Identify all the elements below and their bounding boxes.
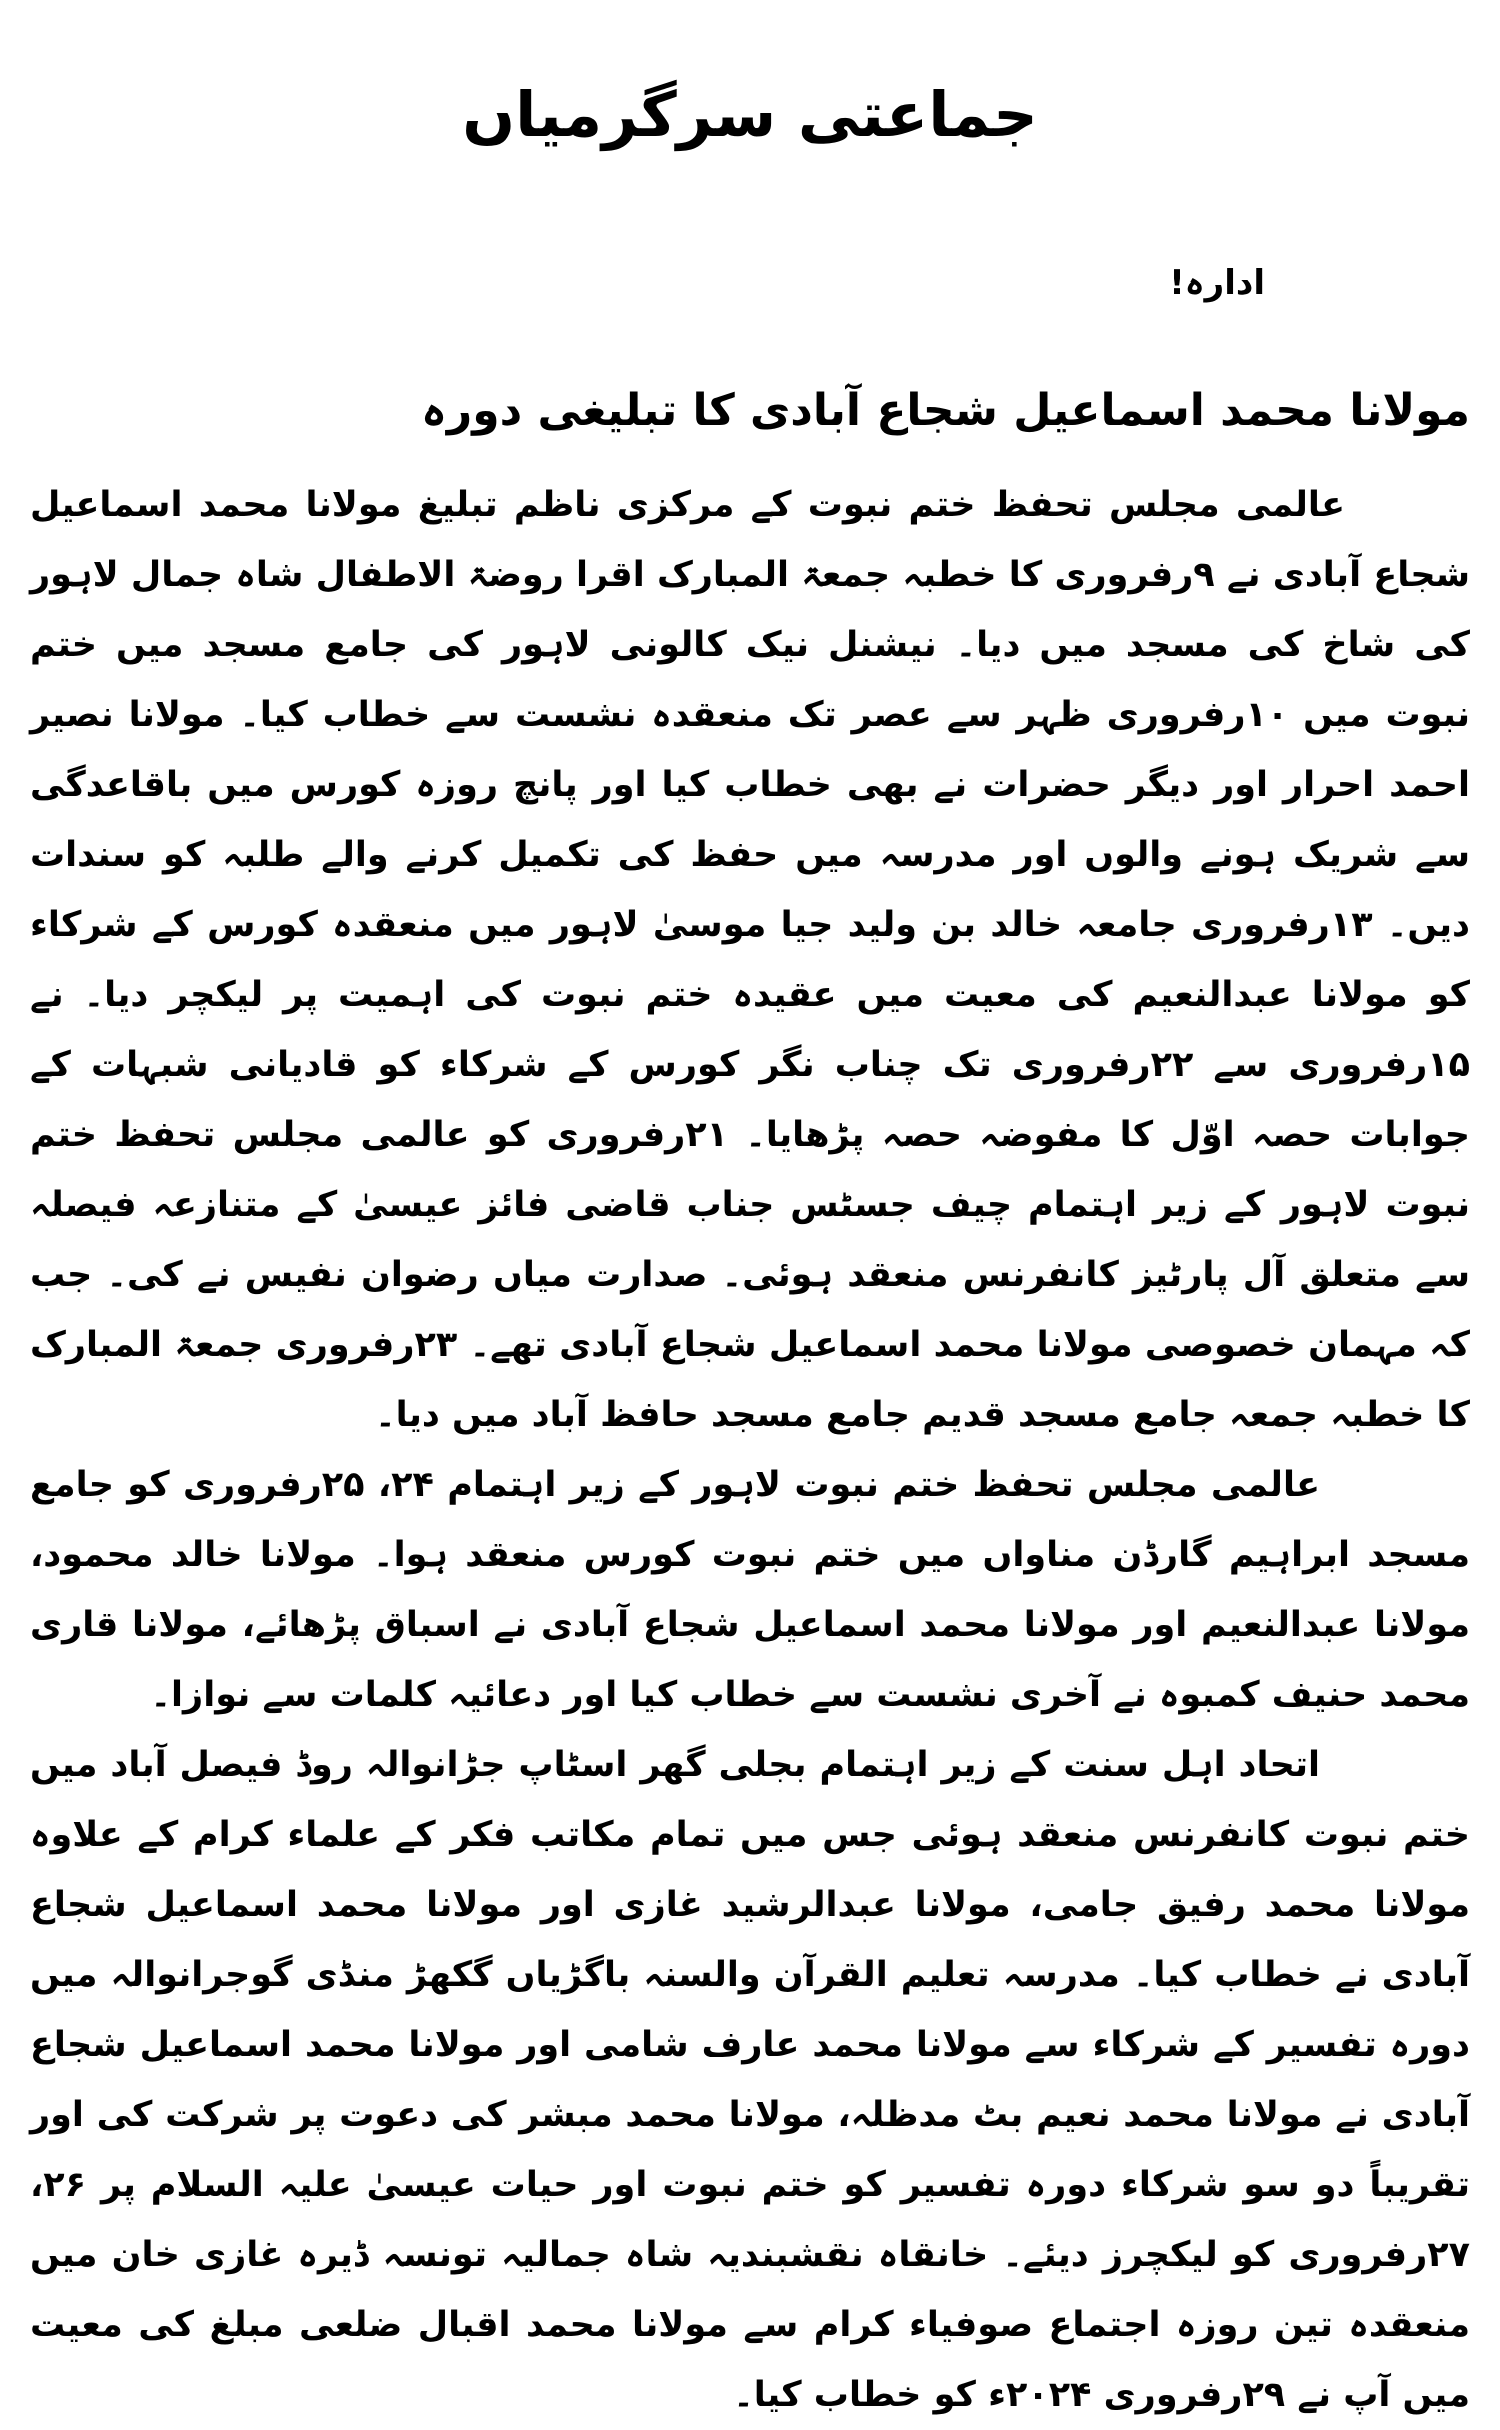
paragraph: اتحاد اہل سنت کے زیر اہتمام بجلی گھر اسٹاپ جڑانوالہ روڈ فیصل آباد میں ختم نبوت کانفرنس منعقد ہوئی جس میں تمام مکاتب فکر کے علماء کرام کے علاوہ مولانا محمد رفیق جامی، مولانا عبدالرشید غازی اور مولانا محمد اسماعیل شجاع آبادی نے خطاب کیا۔ مدرسہ تعلیم القرآن والسنہ باگڑیاں گکھڑ منڈی گوجرانوالہ میں دورہ تفسیر کے شرکاء سے مولانا محمد عارف شامی اور مولانا محمد اسماعیل شجاع آبادی نے مولانا محمد نعیم بٹ مدظلہ، مولانا محمد مبشر کی دعوت پر شرکت کی اور تقریباً دو سو شرکاء دورہ تفسیر کو ختم نبوت اور حیات عیسیٰ علیہ السلام پر ۲۶، ۲۷رفروری کو لیکچرز دیئے۔ خانقاہ نقشبندیہ شاہ جمالیہ تونسہ ڈیرہ غازی خان میں منعقدہ تین روزہ اجتماع صوفیاء کرام سے مولانا محمد اقبال ضلعی مبلغ کی معیت میں آپ نے ۲۹رفروری ۲۰۲۴ء کو خطاب کیا۔ (30, 1745, 1470, 2415)
section-heading: مولانا محمد اسماعیل شجاع آبادی کا تبلیغی دورہ (421, 385, 1470, 436)
article-body (30, 470, 1470, 2430)
paragraph: عالمی مجلس تحفظ ختم نبوت لاہور کے زیر اہتمام ۲۴، ۲۵رفروری کو جامع مسجد ابراہیم گارڈن مناواں میں ختم نبوت کورس منعقد ہوا۔ مولانا خالد محمود، مولانا عبدالنعیم اور مولانا محمد اسماعیل شجاع آبادی نے اسباق پڑھائے، مولانا قاری محمد حنیف کمبوہ نے آخری نشست سے خطاب کیا اور دعائیہ کلمات سے نوازا۔ (30, 1465, 1470, 1715)
page-title: جماعتی سرگرمیاں (462, 78, 1038, 151)
paragraph: عالمی مجلس تحفظ ختم نبوت کے مرکزی ناظم تبلیغ مولانا محمد اسماعیل شجاع آبادی نے ۹رفروری کا خطبہ جمعۃ المبارک اقرا روضۃ الاطفال شاہ جمال لاہور کی شاخ کی مسجد میں دیا۔ نیشنل نیک کالونی لاہور کی جامع مسجد میں ختم نبوت میں ۱۰رفروری ظہر سے عصر تک منعقدہ نشست سے خطاب کیا۔ مولانا نصیر احمد احرار اور دیگر حضرات نے بھی خطاب کیا اور پانچ روزہ کورس میں باقاعدگی سے شریک ہونے والوں اور مدرسہ میں حفظ کی تکمیل کرنے والے طلبہ کو سندات دیں۔ ۱۳رفروری جامعہ خالد بن ولید جیا موسیٰ لاہور میں منعقدہ کورس کے شرکاء کو مولانا عبدالنعیم کی معیت میں عقیدہ ختم نبوت کی اہمیت پر لیکچر دیا۔ نے ۱۵رفروری سے ۲۲رفروری تک چناب نگر کورس کے شرکاء کو قادیانی شبہات کے جوابات حصہ اوّل کا مفوضہ حصہ پڑھایا۔ ۲۱رفروری کو عالمی مجلس تحفظ ختم نبوت لاہور کے زیر اہتمام چیف جسٹس جناب قاضی فائز عیسیٰ کے متنازعہ فیصلہ سے متعلق آل پارٹیز کانفرنس منعقد ہوئی۔ صدارت میاں رضوان نفیس نے کی۔ جب کہ مہمان خصوصی مولانا محمد اسماعیل شجاع آبادی تھے۔ ۲۳رفروری جمعۃ المبارک کا خطبہ جمعہ جامع مسجد قدیم جامع مسجد حافظ آباد میں دیا۔ (30, 485, 1470, 1435)
byline: ادارہ! (1169, 263, 1265, 303)
